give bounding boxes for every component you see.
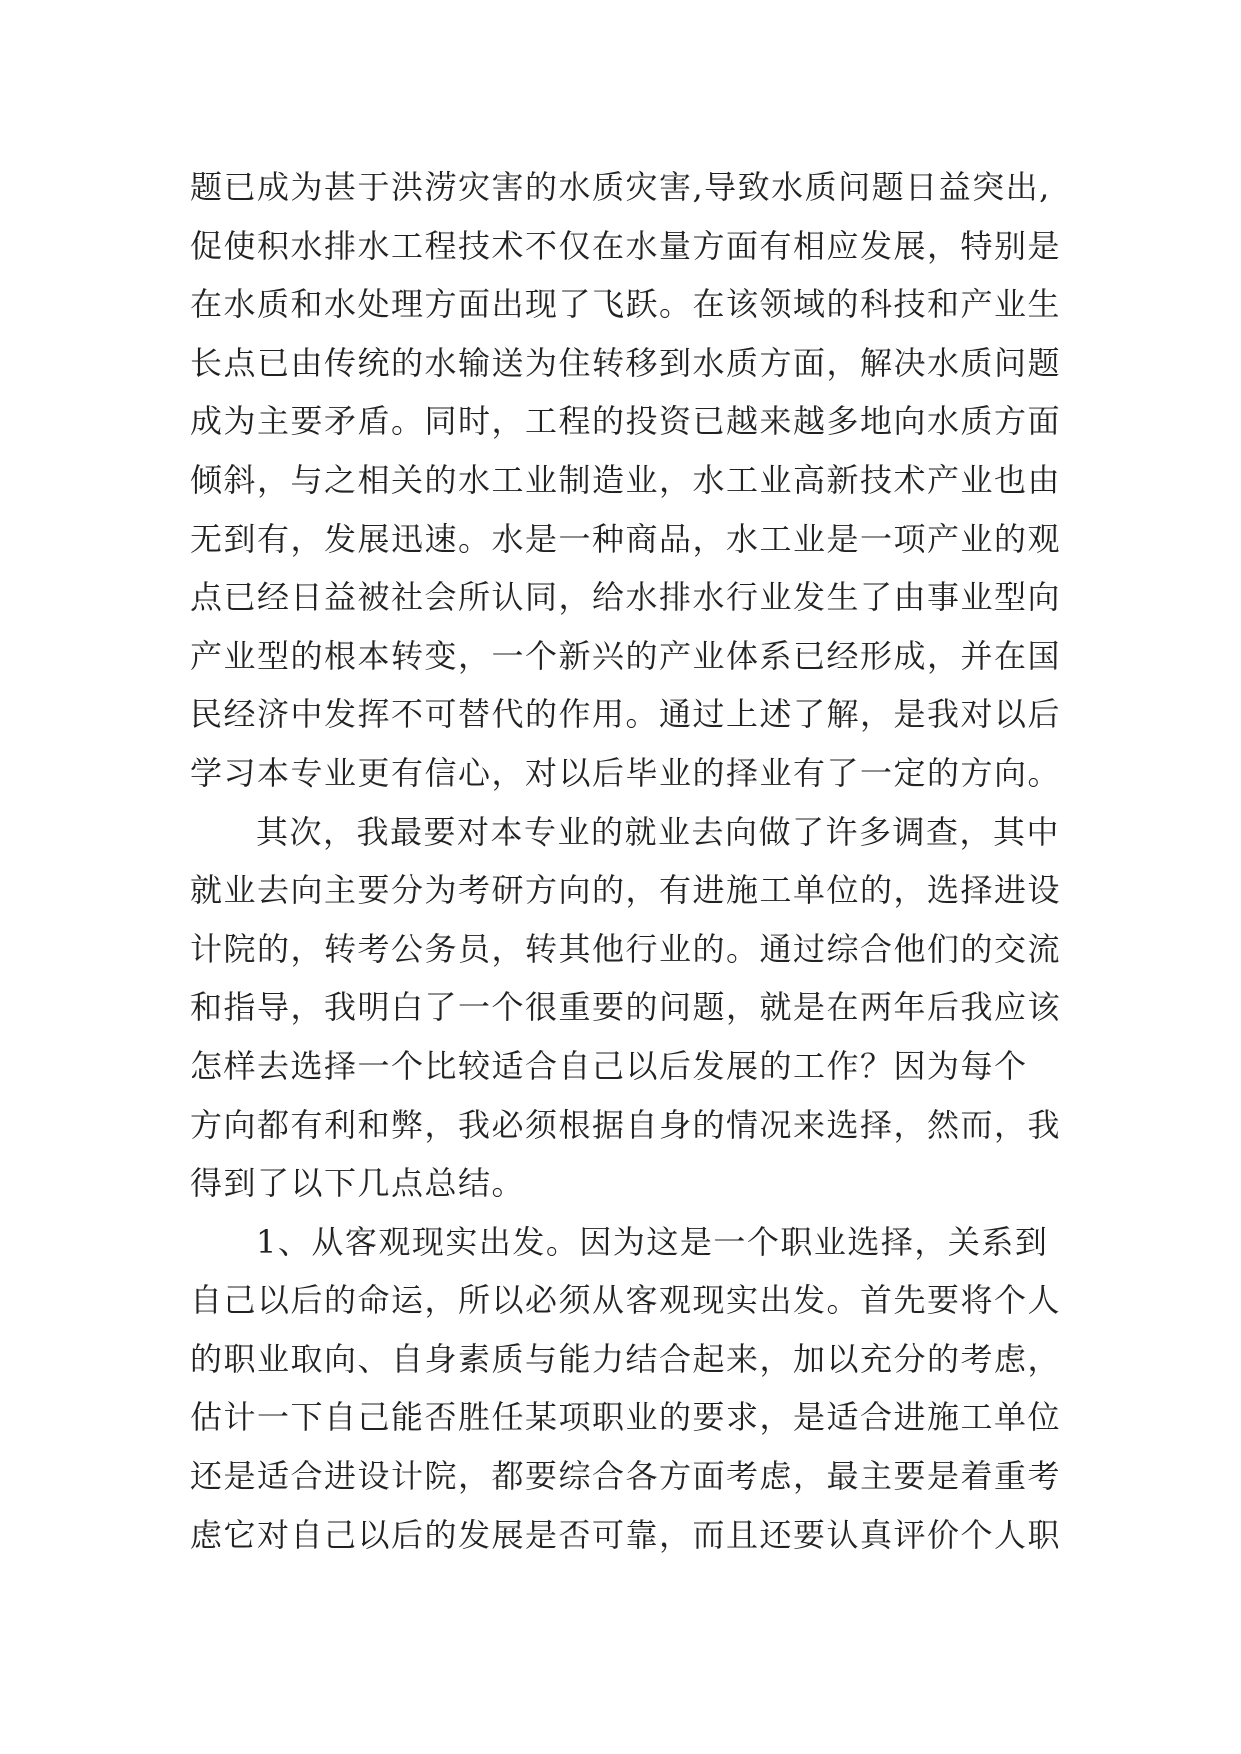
text-line-21: 的职业取向、自身素质与能力结合起来，加以充分的考虑， — [190, 1339, 1062, 1378]
text-line-15: 和指导，我明白了一个很重要的问题，就是在两年后我应该 — [190, 988, 1062, 1027]
text-line-5: 成为主要矛盾。同时，工程的投资已越来越多地向水质方面 — [190, 402, 1062, 441]
text-line-17: 方向都有利和弊，我必须根据自身的情况来选择，然而，我 — [190, 1105, 1062, 1144]
text-line-13: 就业去向主要分为考研方向的，有进施工单位的，选择进设 — [190, 871, 1062, 910]
text-line-4: 长点已由传统的水输送为住转移到水质方面，解决水质问题 — [190, 343, 1062, 382]
text-line-11: 学习本专业更有信心，对以后毕业的择业有了一定的方向。 — [190, 753, 1062, 792]
body-text — [190, 158, 1090, 1564]
text-line-9: 产业型的根本转变，一个新兴的产业体系已经形成，并在国 — [190, 636, 1062, 675]
text-line-1: 题已成为甚于洪涝灾害的水质灾害,导致水质问题日益突出, — [190, 168, 1051, 206]
text-line-16: 怎样去选择一个比较适合自己以后发展的工作？因为每个 — [190, 1046, 1028, 1085]
text-line-3: 在水质和水处理方面出现了飞跃。在该领域的科技和产业生 — [190, 285, 1062, 324]
text-line-6: 倾斜，与之相关的水工业制造业，水工业高新技术产业也由 — [190, 460, 1062, 499]
text-line-2: 促使积水排水工程技术不仅在水量方面有相应发展，特别是 — [190, 226, 1062, 265]
text-line-14: 计院的，转考公务员，转其他行业的。通过综合他们的交流 — [190, 929, 1062, 968]
text-line-7: 无到有，发展迅速。水是一种商品，水工业是一项产业的观 — [190, 519, 1062, 558]
text-line-20: 自己以后的命运，所以必须从客观现实出发。首先要将个人 — [190, 1281, 1062, 1320]
text-line-12: 其次，我最要对本专业的就业去向做了许多调查，其中 — [256, 812, 1061, 851]
text-line-23: 还是适合进设计院，都要综合各方面考虑，最主要是着重考 — [190, 1457, 1062, 1496]
text-line-22: 估计一下自己能否胜任某项职业的要求，是适合进施工单位 — [190, 1398, 1062, 1437]
text-line-18: 得到了以下几点总结。 — [190, 1164, 526, 1203]
text-line-19: 1、从客观现实出发。因为这是一个职业选择，关系到 — [256, 1222, 1049, 1261]
text-line-24: 虑它对自己以后的发展是否可靠，而且还要认真评价个人职 — [190, 1515, 1062, 1554]
text-line-10: 民经济中发挥不可替代的作用。通过上述了解，是我对以后 — [190, 695, 1062, 734]
text-line-8: 点已经日益被社会所认同，给水排水行业发生了由事业型向 — [190, 578, 1062, 617]
